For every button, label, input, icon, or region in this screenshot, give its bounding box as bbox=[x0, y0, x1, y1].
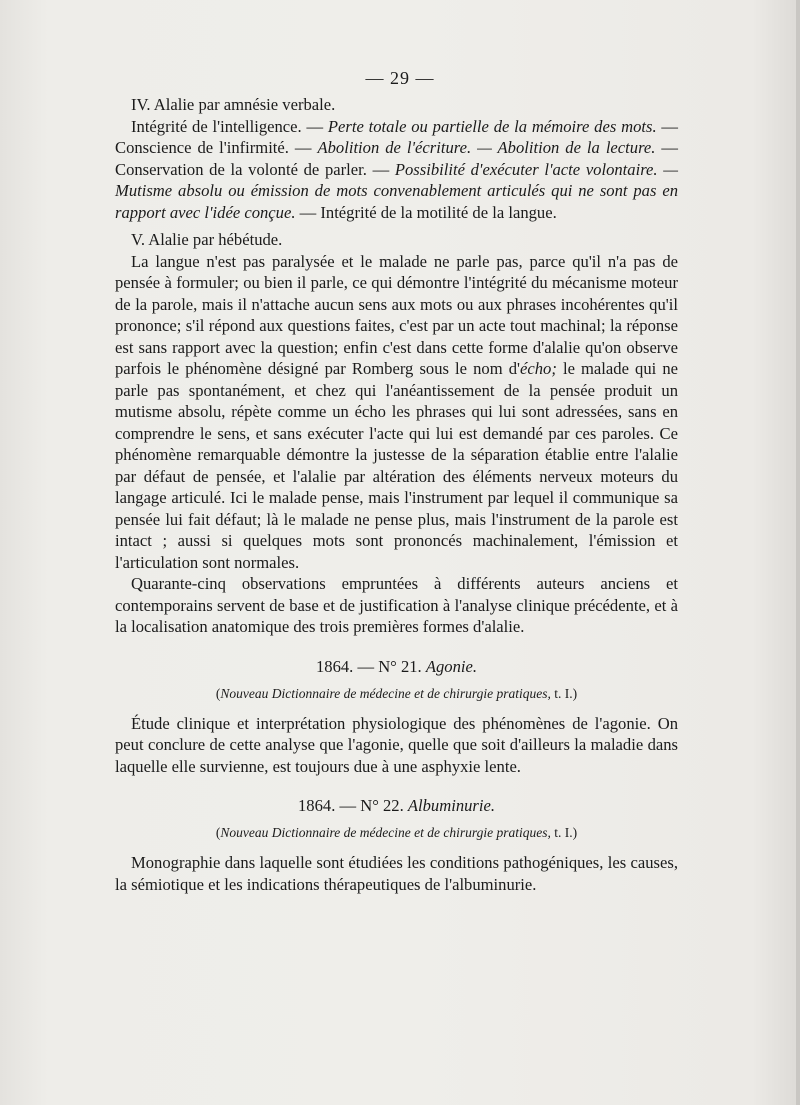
page-edge bbox=[796, 0, 800, 1105]
entry-21-body: Étude clinique et interprétation physiologique des phénomènes de l'agonie. On peut conclure de cette analyse que l'agonie, quelle que soit d'ailleurs la maladie dans laquelle elle survienne, est toujours due à une asphyxie lente. bbox=[115, 713, 678, 776]
entry-22-title: 1864. — N° 22. Albuminurie. bbox=[298, 796, 495, 815]
entry-22-body: Monographie dans laquelle sont étudiées les conditions pathogéniques, les causes, la sémiotique et les indications thérapeutiques de l'albuminurie. bbox=[115, 853, 678, 894]
entry-21-source: (Nouveau Dictionnaire de médecine et de chirurgie pratiques, t. I.) bbox=[215, 685, 578, 701]
section-v-text: La langue n'est pas paralysée et le malade ne parle pas, parce qu'il n'a pas de pensée à formuler; ou bien il parle, ce qui démontre l'intégrité du mécanisme moteur de la parole, mais il n'attache aucun sens aux mots ou aux phrases incohérentes qu'il prononce; s'il répond aux questions faites, c'est par un acte tout machinal; la réponse est sans rapport avec la question; enfin c'est dans cette forme d'alalie qu'on observe parfois le phénomène désigné par Romberg sous le nom d'écho; le malade qui ne parle pas spontanément, et chez qui l'anéantissement de la pensée produit un mutisme absolu, répète comme un écho les phrases qui lui sont adressées, sans en comprendre le sens, et sans exécuter l'acte qui lui est demandé par ces paroles. Ce phénomène remarquable démontre la justesse de la séparation établie entre l'alalie par défaut de pensée, et l'alalie par altération des éléments nerveux moteurs du langage articulé. Ici le malade pense, mais l'instrument par lequel il communique sa pensée lui fait défaut; là le malade ne pense plus, mais l'instrument de la parole est intact ; aussi si quelques mots sont prononcés machinalement, l'émission et l'articulation sont normales. bbox=[115, 251, 678, 572]
entry-21-title: 1864. — N° 21. Agonie. bbox=[315, 656, 478, 676]
section-v-heading: V. Alalie par hébétude. bbox=[131, 230, 283, 249]
page-number: — 29 — bbox=[365, 68, 435, 88]
observations-paragraph: Quarante-cinq observations empruntées à différents auteurs anciens et contemporains servent de base et de justification à l'analyse clinique précédente, et à la localisation anatomique des trois premières formes d'alalie. bbox=[115, 574, 678, 636]
page-content bbox=[115, 94, 678, 895]
entry-22-source: (Nouveau Dictionnaire de médecine et de chirurgie pratiques, t. I.) bbox=[215, 825, 578, 840]
section-iv-text: Intégrité de l'intelligence. — Perte totale ou partielle de la mémoire des mots. — Conscience de l'infirmité. — Abolition de l'écriture. — Abolition de la lecture. — Conservation de la volonté de parler. — Possibilité d'exécuter l'acte volontaire. — Mutisme absolu ou émission de mots convenablement articulés qui ne sont pas en rapport avec l'idée conçue. — Intégrité de la motilité de la langue. bbox=[115, 116, 679, 222]
section-iv-heading: IV. Alalie par amnésie verbale. bbox=[131, 95, 336, 114]
